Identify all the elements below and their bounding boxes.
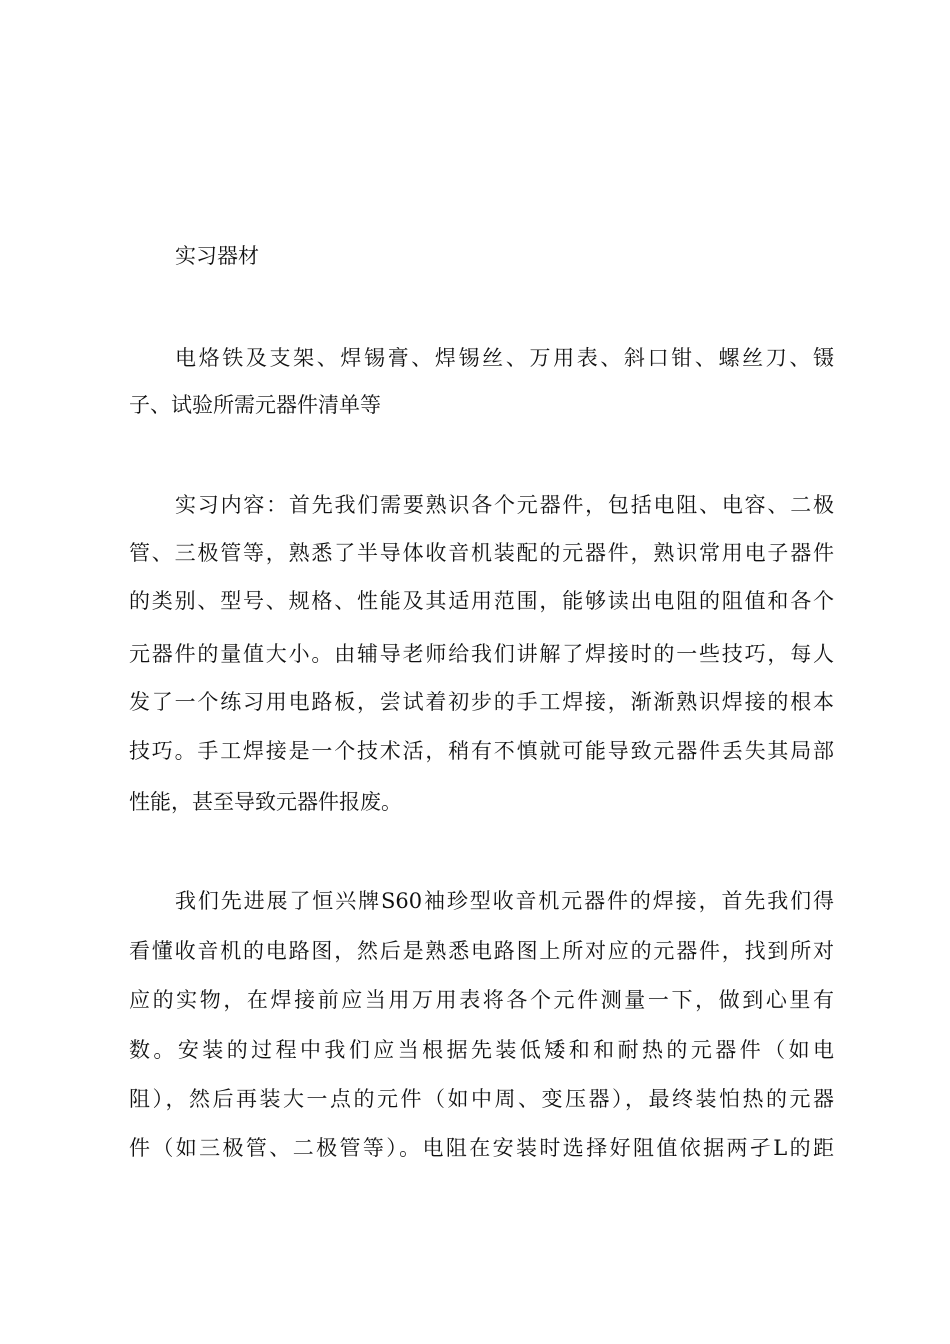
paragraph-line: 阻），然后再装大一点的元件（如中周、变压器），最终装怕热的元器 bbox=[129, 1087, 834, 1111]
paragraph-line: 件（如三极管、二极管等）。电阻在安装时选择好阻值依据两孑L的距 bbox=[129, 1136, 834, 1160]
paragraph-line: 管、三极管等，熟悉了半导体收音机装配的元器件，熟识常用电子器件 bbox=[129, 541, 834, 565]
paragraph-line: 性能，甚至导致元器件报废。 bbox=[129, 790, 402, 814]
section-heading: 实习器材 bbox=[175, 244, 259, 268]
paragraph-line: 实习内容：首先我们需要熟识各个元器件，包括电阻、电容、二极 bbox=[175, 493, 834, 517]
paragraph-line: 发了一个练习用电路板，尝试着初步的手工焊接，渐渐熟识焊接的根本 bbox=[129, 690, 834, 714]
paragraph-line: 技巧。手工焊接是一个技术活，稍有不慎就可能导致元器件丢失其局部 bbox=[129, 739, 834, 763]
paragraph-line: 的类别、型号、规格、性能及其适用范围，能够读出电阻的阻值和各个 bbox=[129, 589, 834, 613]
paragraph-line: 元器件的量值大小。由辅导老师给我们讲解了焊接时的一些技巧，每人 bbox=[129, 642, 834, 666]
paragraph-line: 应的实物，在焊接前应当用万用表将各个元件测量一下，做到心里有 bbox=[129, 988, 834, 1012]
paragraph-line: 电烙铁及支架、焊锡膏、焊锡丝、万用表、斜口钳、螺丝刀、镊 bbox=[175, 346, 834, 370]
paragraph-line: 子、试验所需元器件清单等 bbox=[129, 393, 381, 417]
paragraph-line: 我们先进展了恒兴牌S60袖珍型收音机元器件的焊接，首先我们得 bbox=[175, 889, 834, 913]
paragraph-line: 看懂收音机的电路图，然后是熟悉电路图上所对应的元器件，找到所对 bbox=[129, 939, 834, 963]
paragraph-line: 数。安装的过程中我们应当根据先装低矮和和耐热的元器件（如电 bbox=[129, 1038, 834, 1062]
